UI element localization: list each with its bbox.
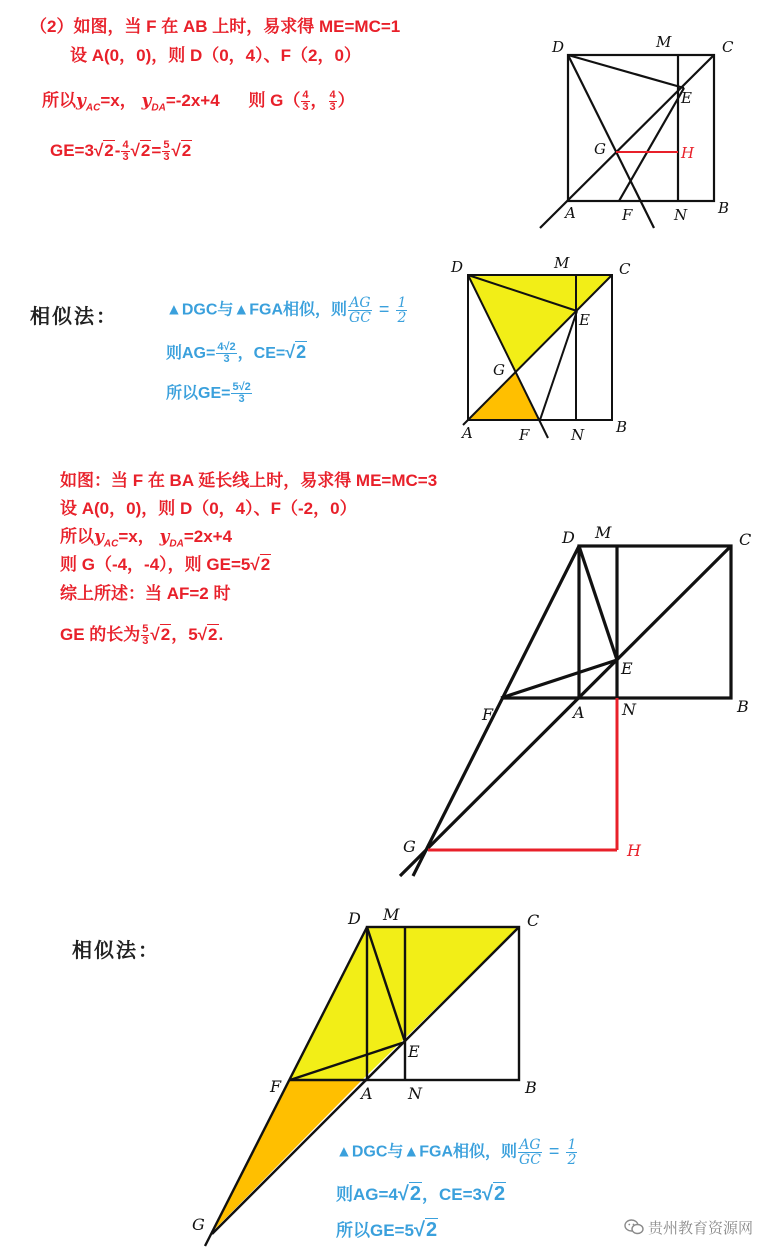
label-C: C bbox=[619, 260, 631, 278]
label-A: A bbox=[573, 703, 585, 722]
part1-ge-result: GE=3√2- $\frac{4}{3}$ √2= $\frac{5}{3}$ √2 bbox=[50, 139, 192, 163]
label-N: N bbox=[674, 206, 688, 224]
part1-line-equations: 所以$y_{AC}=x$， $y_{DA}=-2x+4$ 则 G（ $\frac{4}{3}$ ， $\frac{4}{3}$ ） bbox=[42, 89, 355, 114]
label-C: C bbox=[722, 38, 734, 56]
label-N: N bbox=[408, 1084, 422, 1103]
part1-set-coords: 设 A(0，0)，则 D（0，4）、F（2，0） bbox=[70, 46, 361, 65]
label-G: G bbox=[192, 1215, 205, 1234]
label-E: E bbox=[621, 659, 633, 678]
similar2-line3: 所以GE=5√2 bbox=[336, 1219, 438, 1241]
watermark: 贵州教育资源网 bbox=[624, 1217, 753, 1238]
part1-heading: （2）如图，当 F 在 AB 上时，易求得 ME=MC=1 bbox=[30, 17, 401, 36]
label-D: D bbox=[552, 38, 565, 56]
line-cg bbox=[400, 546, 731, 876]
label-D: D bbox=[348, 909, 361, 928]
label-E: E bbox=[408, 1042, 420, 1061]
figure-2 bbox=[445, 252, 645, 447]
figure-1 bbox=[530, 30, 760, 235]
label-N: N bbox=[622, 700, 636, 719]
label-N: N bbox=[571, 426, 585, 444]
label-E: E bbox=[681, 89, 692, 107]
part2-set-coords: 设 A(0，0)，则 D（0，4）、F（-2，0） bbox=[60, 499, 357, 518]
label-B: B bbox=[737, 697, 749, 716]
label-M: M bbox=[595, 523, 612, 542]
part2-line-equations: 所以$y_{AC}=x$， $y_{DA}=2x+4$ bbox=[60, 527, 233, 550]
similar2-line2: 则AG=4√2，CE=3√2 bbox=[336, 1183, 506, 1205]
wechat-icon bbox=[624, 1219, 644, 1235]
label-F: F bbox=[270, 1077, 282, 1096]
triangle-dgc-fill bbox=[468, 275, 612, 373]
label-B: B bbox=[525, 1078, 537, 1097]
label-E: E bbox=[579, 311, 590, 329]
part2-heading: 如图：当 F 在 BA 延长线上时，易求得 ME=MC=3 bbox=[60, 471, 438, 490]
line-df-extended bbox=[413, 546, 579, 876]
line-ef bbox=[619, 88, 684, 201]
triangle-fga-fill bbox=[468, 373, 540, 420]
similar1-line3: 所以GE= $\frac{5√2}{3}$ bbox=[166, 381, 251, 406]
label-H: H bbox=[681, 144, 695, 162]
label-M: M bbox=[383, 905, 400, 924]
line-de bbox=[568, 55, 684, 88]
label-M: M bbox=[656, 33, 672, 51]
label-A: A bbox=[462, 424, 473, 442]
part2-g-coords: 则 G（-4，-4），则 GE=5√2 bbox=[60, 555, 271, 574]
similar2-line1: ▲DGC与▲FGA相似，则 $\frac{AG}{GC}$ = $\frac{1}{2}$ bbox=[336, 1137, 577, 1168]
label-F: F bbox=[519, 426, 530, 444]
label-C: C bbox=[527, 911, 540, 930]
similar1-method-label: 相似法： bbox=[30, 304, 118, 328]
label-G: G bbox=[493, 361, 505, 379]
part2-summary: 综上所述：当 AF=2 时 bbox=[60, 584, 231, 603]
label-F: F bbox=[622, 206, 633, 224]
label-D: D bbox=[562, 528, 575, 547]
line-de bbox=[579, 546, 617, 660]
similar2-method-label: 相似法： bbox=[72, 938, 160, 962]
label-M: M bbox=[554, 254, 570, 272]
label-D: D bbox=[451, 258, 464, 276]
part2-ge-result: GE 的长为 $\frac{5}{3}$ √2，5√2. bbox=[60, 623, 224, 648]
label-A: A bbox=[565, 204, 576, 222]
similar1-line1: ▲DGC与▲FGA相似，则 $\frac{AG}{GC}$ = $\frac{1}{2}$ bbox=[166, 295, 407, 326]
label-F: F bbox=[482, 705, 494, 724]
label-C: C bbox=[739, 530, 752, 549]
label-B: B bbox=[616, 418, 628, 436]
figure-3 bbox=[395, 520, 765, 880]
similar1-line2: 则AG= $\frac{4√2}{3}$ ，CE=√2 bbox=[166, 341, 307, 366]
label-G: G bbox=[594, 140, 606, 158]
label-A: A bbox=[361, 1084, 373, 1103]
label-H: H bbox=[627, 841, 641, 860]
label-G: G bbox=[403, 837, 416, 856]
label-B: B bbox=[718, 199, 730, 217]
